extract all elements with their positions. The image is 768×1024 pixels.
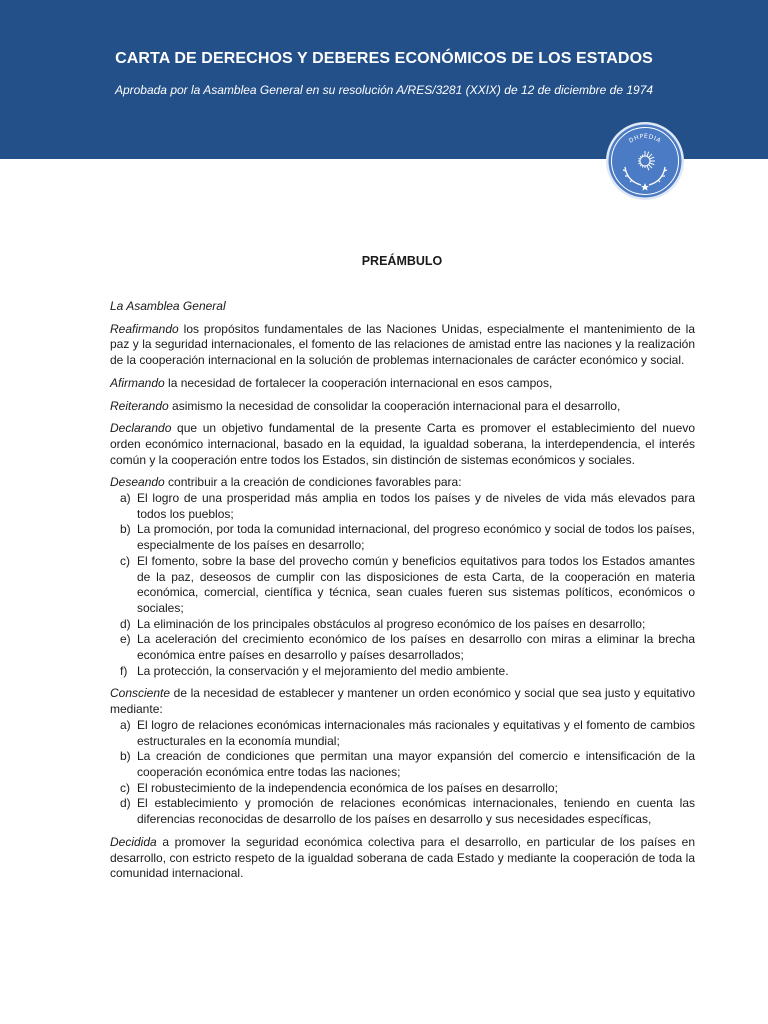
list-item: e) La aceleración del crecimiento económico de los países en desarrollo con miras a eliminar la brecha económica entre países en desarrollo y países desarrollados; bbox=[120, 632, 695, 663]
paragraph-declarando: Declarando que un objetivo fundamental de la presente Carta es promover el establecimiento del nuevo orden económico internacional, basado en la equidad, la igualdad soberana, la interdependencia, el interés común y la cooperación entre todos los Estados, sin distinción de sistemas económicos y sociales. bbox=[110, 421, 695, 467]
document-title: CARTA DE DERECHOS Y DEBERES ECONÓMICOS DE LOS ESTADOS bbox=[115, 50, 653, 67]
list-item: d) El establecimiento y promoción de relaciones económicas internacionales, teniendo en cuenta las diferencias reconocidas de desarrollo de los países en desarrollo y sus necesidades específicas, bbox=[120, 796, 695, 827]
paragraph-reiterando: Reiterando asimismo la necesidad de consolidar la cooperación internacional para el desarrollo, bbox=[110, 398, 621, 413]
dhpedia-seal-logo bbox=[605, 121, 685, 201]
document-subtitle: Aprobada por la Asamblea General en su resolución A/RES/3281 (XXIX) de 12 de diciembre de 1974 bbox=[114, 83, 654, 97]
paragraph-deseando: Deseando contribuir a la creación de condiciones favorables para: bbox=[110, 475, 462, 490]
consciente-list bbox=[110, 718, 695, 828]
list-item: c) El robustecimiento de la independencia económica de los países en desarrollo; bbox=[120, 780, 558, 795]
paragraph-decidida: Decidida a promover la seguridad económica colectiva para el desarrollo, en particular de los países en desarrollo, con estricto respeto de la igualdad soberana de cada Estado y mediante la cooperación de toda la comunidad internacional. bbox=[110, 834, 695, 881]
list-item: b) La creación de condiciones que permitan una mayor expansión del comercio e intensificación de la cooperación económica entre todas las naciones; bbox=[120, 749, 695, 779]
preamble-body bbox=[110, 299, 695, 889]
deseando-list bbox=[110, 491, 695, 679]
paragraph-consciente: Consciente de la necesidad de establecer y mantener un orden económico y social que sea justo y equitativo mediante: bbox=[110, 686, 695, 717]
list-item: a) El logro de una prosperidad más amplia en todos los países y de niveles de vida más elevados para todos los pueblos; bbox=[120, 491, 695, 521]
preamble-heading: PREÁMBULO bbox=[361, 254, 443, 268]
list-item: c) El fomento, sobre la base del provecho común y beneficios equitativos para todos los Estados amantes de la paz, deseosos de cumplir con las disposiciones de esta Carta, de la cooperación en materia económica, comercial, científica y técnica, sean cuales fueren sus sistemas políticos, económicos o sociales; bbox=[120, 553, 695, 615]
opening-line: La Asamblea General bbox=[110, 299, 226, 313]
paragraph-afirmando: Afirmando la necesidad de fortalecer la cooperación internacional en esos campos, bbox=[110, 375, 553, 390]
list-item: d) La eliminación de los principales obstáculos al progreso económico de los países en desarrollo; bbox=[120, 616, 646, 631]
list-item: f) La protección, la conservación y el mejoramiento del medio ambiente. bbox=[120, 663, 509, 678]
list-item: b) La promoción, por toda la comunidad internacional, del progreso económico y social de todos los países, especialmente de los países en desarrollo; bbox=[120, 522, 695, 553]
svg-text:DHPEDIA: DHPEDIA bbox=[627, 132, 663, 145]
list-item: a) El logro de relaciones económicas internacionales más racionales y equitativas y el fomento de cambios estructurales en la economía mundial; bbox=[120, 717, 695, 748]
paragraph-reafirmando: Reafirmando los propósitos fundamentales de las Naciones Unidas, especialmente el mantenimiento de la paz y la seguridad internacionales, el fomento de las relaciones de amistad entre las naciones y la realización de la cooperación internacional en la solución de problemas internacionales de carácter económico y social. bbox=[110, 321, 695, 368]
